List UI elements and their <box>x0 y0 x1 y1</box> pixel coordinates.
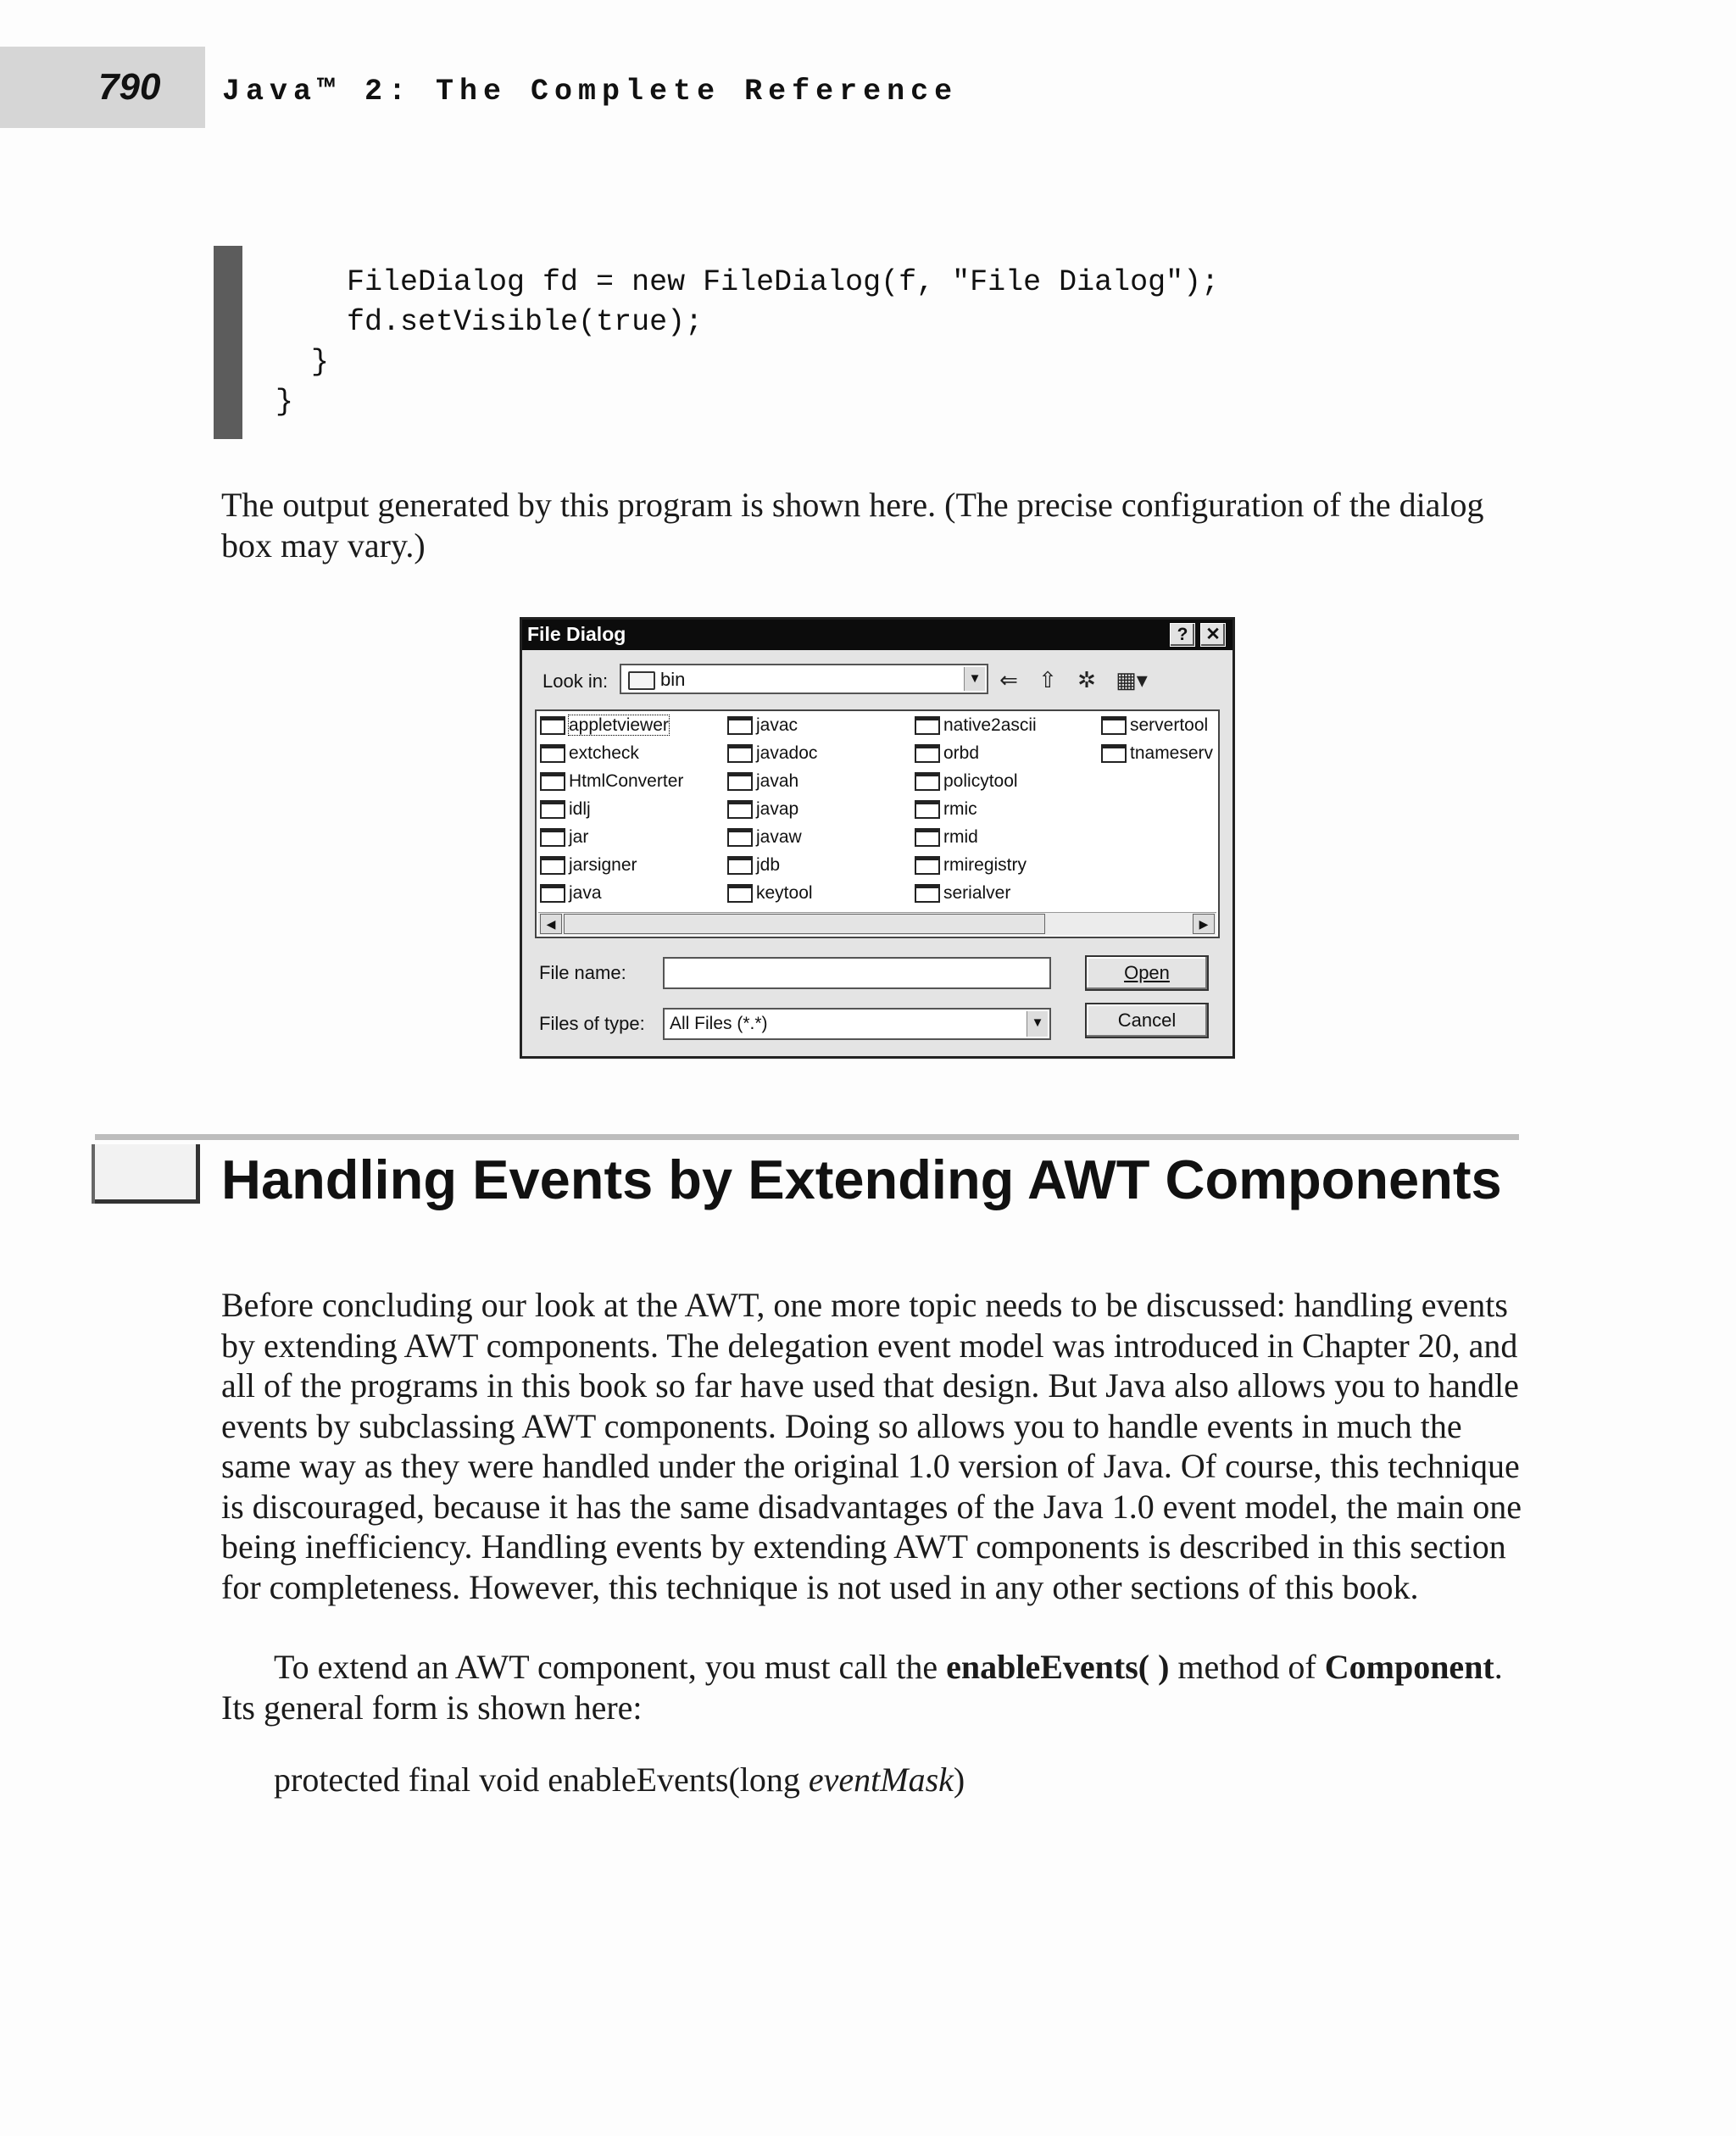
scroll-left-icon[interactable]: ◀ <box>540 914 562 934</box>
list-item[interactable]: java <box>540 881 602 906</box>
method-signature: protected final void enableEvents(long eventMask) <box>274 1761 965 1799</box>
code-listing: FileDialog fd = new FileDialog(f, "File Dialog"); fd.setVisible(true); } } <box>275 265 1220 419</box>
up-one-level-icon[interactable]: ⇧ <box>1038 667 1057 693</box>
list-item[interactable]: javaw <box>727 825 802 850</box>
list-item[interactable]: rmic <box>915 797 977 822</box>
file-icon <box>1101 744 1127 763</box>
file-icon <box>727 856 753 875</box>
file-icon <box>915 744 940 763</box>
intro-paragraph: The output generated by this program is shown here. (The precise configuration of the dialog box may vary.) <box>221 486 1484 565</box>
section-heading: Handling Events by Extending AWT Components <box>221 1149 1502 1210</box>
file-name-field[interactable] <box>663 957 1051 989</box>
code-margin-bar <box>214 246 242 439</box>
page-number: 790 <box>98 66 161 108</box>
file-dialog-screenshot <box>520 617 1235 1059</box>
list-item[interactable]: jar <box>540 825 588 850</box>
file-icon <box>540 772 565 791</box>
files-of-type-value: All Files (*.*) <box>670 1014 768 1033</box>
list-item[interactable]: javap <box>727 797 798 822</box>
file-list[interactable] <box>535 709 1220 938</box>
look-in-value: bin <box>660 669 686 690</box>
file-icon <box>727 772 753 791</box>
close-button[interactable]: ✕ <box>1200 623 1226 647</box>
file-icon <box>915 800 940 819</box>
file-icon <box>915 772 940 791</box>
scroll-right-icon[interactable]: ▶ <box>1193 914 1215 934</box>
list-item[interactable]: servertool <box>1101 713 1208 738</box>
list-item[interactable]: appletviewer <box>540 713 669 738</box>
open-button[interactable]: Open <box>1085 955 1209 991</box>
dialog-title-bar <box>522 620 1232 650</box>
list-item[interactable]: javah <box>727 769 798 794</box>
list-item[interactable]: policytool <box>915 769 1018 794</box>
section-rule <box>95 1134 1519 1140</box>
file-icon <box>727 884 753 903</box>
list-item[interactable]: extcheck <box>540 741 639 766</box>
cancel-button[interactable]: Cancel <box>1085 1003 1209 1038</box>
files-of-type-label: Files of type: <box>539 1013 645 1034</box>
scrollbar-thumb[interactable] <box>564 914 1045 934</box>
files-of-type-select[interactable] <box>663 1008 1051 1040</box>
file-icon <box>540 856 565 875</box>
body-paragraph-1: Before concluding our look at the AWT, one more topic needs to be discussed: handling events by extending AWT components. The delegation event model was introduced in Chapter 20, and all of the programs in this book so far have used that design. But Java also allows you to handle events by subclassing AWT components. Doing so allows you to handle events in much the same way as they were handled under the original 1.0 version of Java. Of course, this technique is discouraged, because it has the same disadvantages of the Java 1.0 event model, the main one being inefficiency. Handling events by extending AWT components is described in this section for completeness. However, this technique is not used in any other sections of this book. <box>221 1286 1522 1606</box>
file-icon <box>915 828 940 847</box>
file-icon <box>727 744 753 763</box>
file-icon <box>1101 716 1127 735</box>
file-icon <box>727 716 753 735</box>
file-icon <box>540 884 565 903</box>
list-item[interactable]: orbd <box>915 741 979 766</box>
list-item[interactable]: serialver <box>915 881 1010 906</box>
horizontal-scrollbar[interactable] <box>538 912 1216 935</box>
file-icon <box>540 828 565 847</box>
running-title: Java™ 2: The Complete Reference <box>222 75 959 108</box>
folder-icon <box>628 671 655 690</box>
body-paragraph-2: To extend an AWT component, you must call the enableEvents( ) method of Component. Its general form is shown here: <box>221 1648 1503 1727</box>
list-item[interactable]: idlj <box>540 797 591 822</box>
section-marker <box>95 1144 200 1204</box>
file-icon <box>540 800 565 819</box>
list-item[interactable]: keytool <box>727 881 813 906</box>
file-name-label: File name: <box>539 962 626 983</box>
look-in-combo[interactable] <box>620 664 988 694</box>
list-item[interactable]: native2ascii <box>915 713 1037 738</box>
chevron-down-icon[interactable]: ▼ <box>964 667 985 691</box>
list-item[interactable]: rmid <box>915 825 978 850</box>
dialog-title: File Dialog <box>527 623 626 645</box>
help-button[interactable]: ? <box>1170 623 1195 647</box>
file-icon <box>540 716 565 735</box>
new-folder-icon[interactable]: ✲ <box>1077 667 1096 693</box>
list-item[interactable]: javadoc <box>727 741 817 766</box>
list-item[interactable]: javac <box>727 713 798 738</box>
file-icon <box>540 744 565 763</box>
look-in-label: Look in: <box>542 670 609 692</box>
class-name: Component <box>1324 1648 1494 1686</box>
file-icon <box>727 800 753 819</box>
file-icon <box>915 884 940 903</box>
back-arrow-icon[interactable]: ⇐ <box>999 667 1018 693</box>
parameter-name: eventMask <box>808 1761 954 1799</box>
list-item[interactable]: HtmlConverter <box>540 769 683 794</box>
file-icon <box>915 716 940 735</box>
view-menu-icon[interactable]: ▦▾ <box>1116 667 1148 693</box>
method-name: enableEvents( ) <box>946 1648 1170 1686</box>
list-item[interactable]: jarsigner <box>540 853 637 878</box>
list-item[interactable]: jdb <box>727 853 780 878</box>
file-icon <box>915 856 940 875</box>
list-item[interactable]: rmiregistry <box>915 853 1027 878</box>
file-icon <box>727 828 753 847</box>
chevron-down-icon[interactable]: ▼ <box>1027 1011 1048 1037</box>
list-item[interactable]: tnameserv <box>1101 741 1213 766</box>
